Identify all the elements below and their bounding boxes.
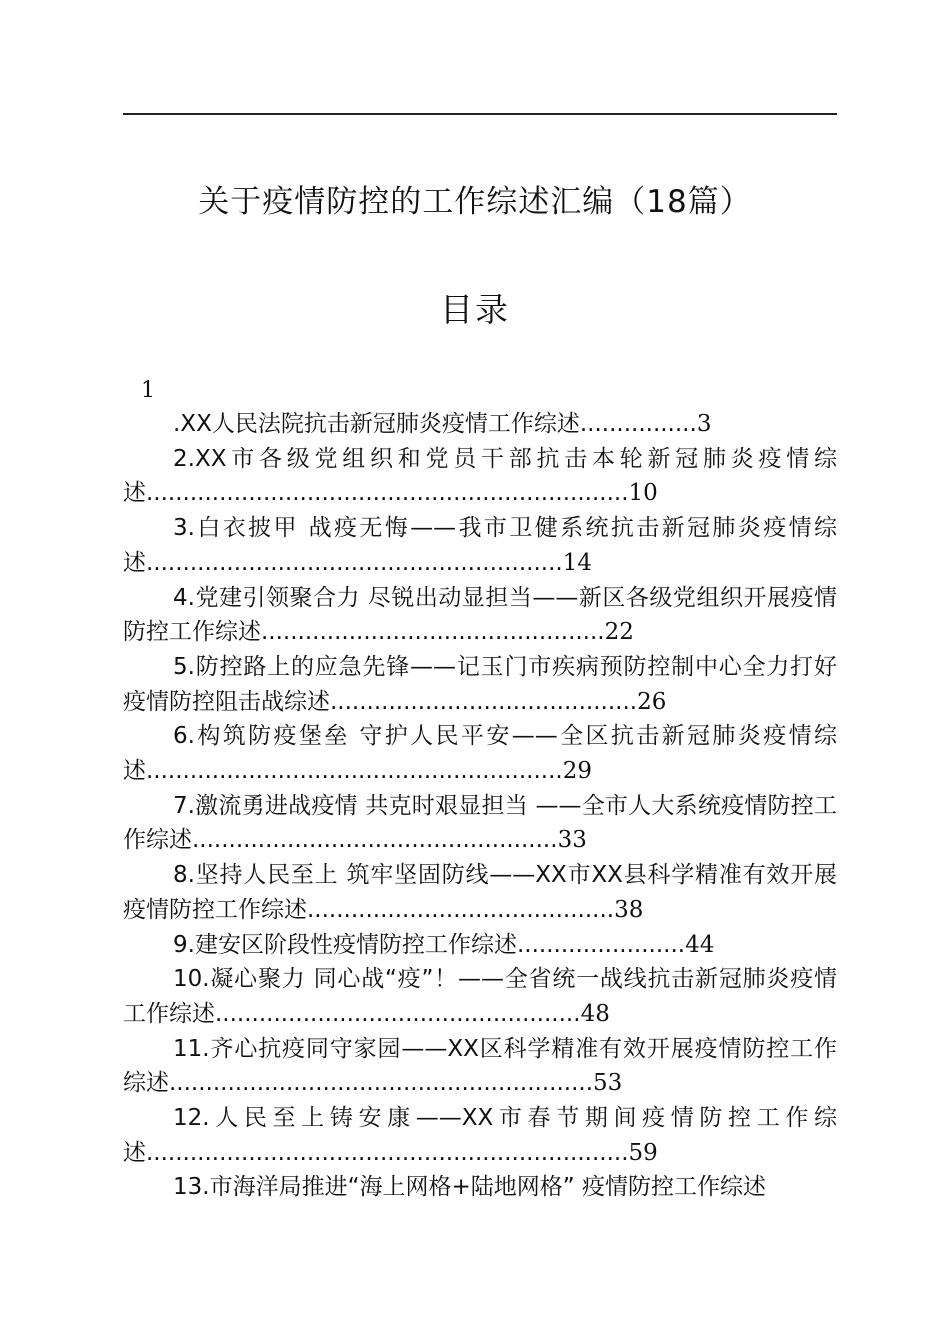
toc-entry[interactable]: 8.坚持人民至上 筑牢坚固防线——XX市XX县科学精准有效开展疫情防控工作综述..........................................38 (123, 862, 837, 923)
toc-entry[interactable]: 10.凝心聚力 同心战“疫”！——全省统一战线抗击新冠肺炎疫情工作综述..................................................48 (123, 966, 837, 1027)
toc-entry[interactable]: 3.白衣披甲 战疫无悔——我市卫健系统抗击新冠肺炎疫情综述.........................................................14 (123, 515, 837, 576)
table-of-contents (123, 407, 837, 1205)
toc-entry[interactable]: 9.建安区阶段性疫情防控工作综述.......................44 (173, 931, 715, 958)
stray-number: 1 (141, 378, 155, 403)
document-title: 关于疫情防控的工作综述汇编（18篇） (198, 184, 752, 220)
top-rule (123, 113, 837, 115)
toc-entry[interactable]: 13.市海洋局推进“海上网格+陆地网格” 疫情防控工作综述 (173, 1174, 766, 1201)
toc-entry[interactable]: 5.防控路上的应急先锋——记玉门市疾病预防控制中心全力打好疫情防控阻击战综述..........................................26 (123, 653, 837, 715)
toc-entry[interactable]: 4.党建引领聚合力 尽锐出动显担当——新区各级党组织开展疫情防控工作综述...............................................22 (123, 584, 837, 646)
toc-heading: 目录 (440, 290, 510, 329)
toc-entry[interactable]: 12.人民至上铸安康——XX市春节期间疫情防控工作综述..................................................................59 (123, 1105, 837, 1166)
toc-entry[interactable]: 11.齐心抗疫同守家园——XX区科学精准有效开展疫情防控工作综述..........................................................53 (123, 1035, 837, 1097)
toc-entry[interactable]: 6.构筑防疫堡垒 守护人民平安——全区抗击新冠肺炎疫情综述.........................................................29 (123, 723, 837, 785)
toc-entry[interactable]: 2.XX市各级党组织和党员干部抗击本轮新冠肺炎疫情综述..................................................................10 (123, 445, 837, 507)
toc-entry[interactable]: .XX人民法院抗击新冠肺炎疫情工作综述................3 (173, 411, 712, 437)
toc-entry[interactable]: 7.激流勇进战疫情 共克时艰显担当 ——全市人大系统疫情防控工作综述..................................................33 (123, 792, 837, 854)
